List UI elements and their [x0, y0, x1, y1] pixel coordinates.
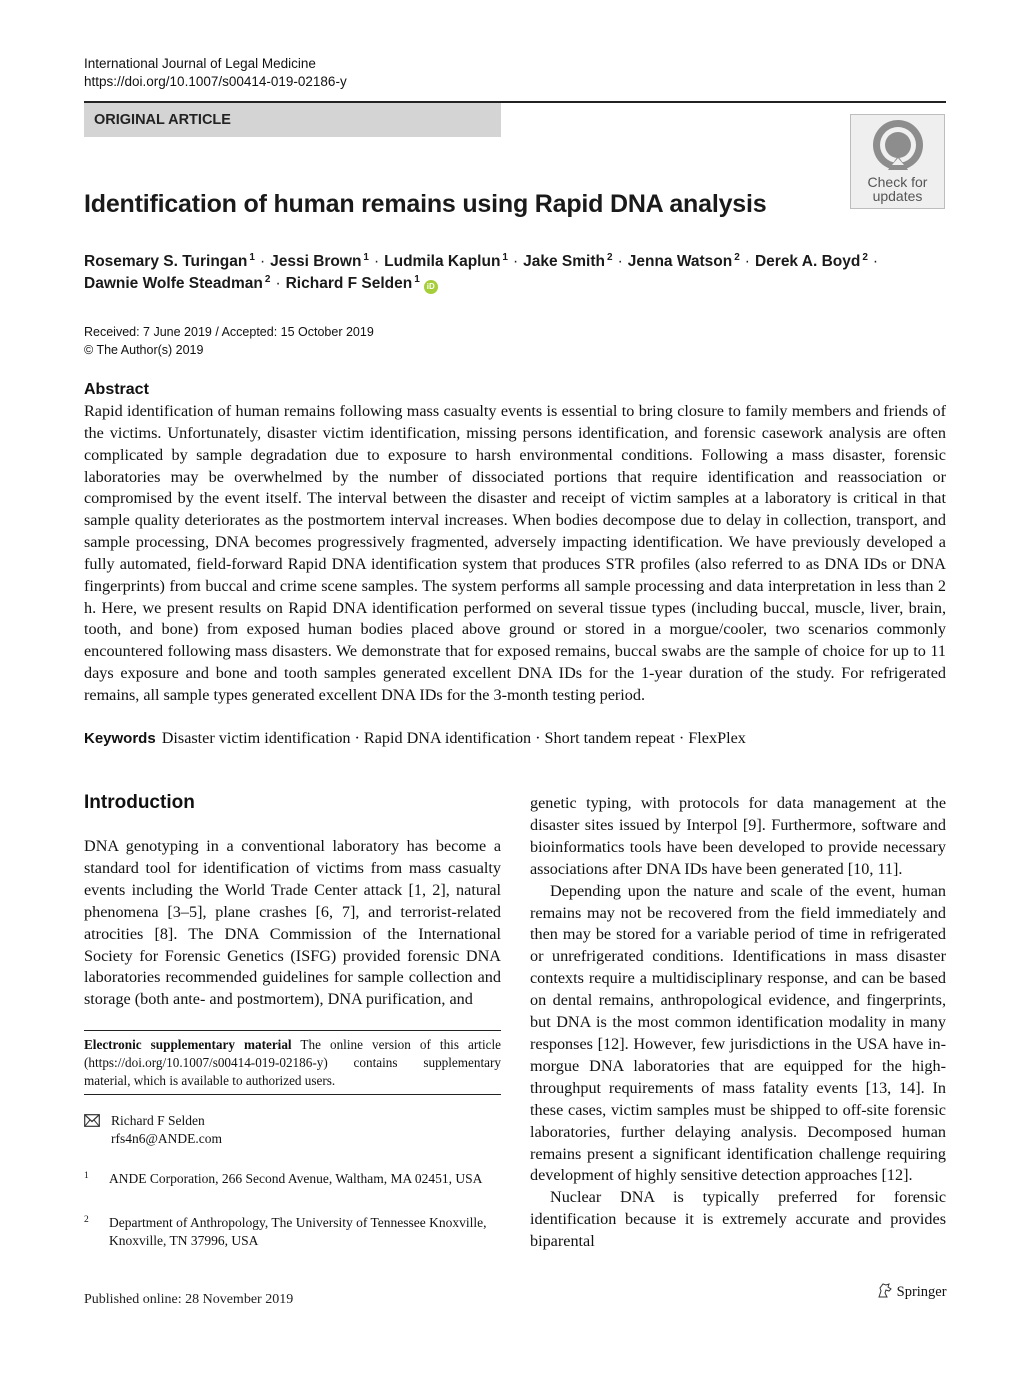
author[interactable]: Jenna Watson $^2$: [627, 252, 740, 270]
intro-paragraph: DNA genotyping in a conventional laboratory has become a standard tool for identification of victims from mass casualty events including the World Trade Center attack [1, 2], natural phenomena [3–5], plane crashes [6, 7], and terrorist-related atrocities [8]. The DNA Commission of the International Society for Forensic Genetics (ISFG) provided forensic DNA laboratories recommended guidelines for sample collection and storage (both ante- and postmortem), DNA purification, and: [84, 837, 501, 1009]
affiliation-number: 2: [84, 1215, 89, 1225]
author[interactable]: Jake Smith $^2$: [523, 252, 613, 270]
intro-paragraph: genetic typing, with protocols for data management at the disaster sites issued by Interpol [9]. Furthermore, software and bioinformatics tools have been developed to provide necessary associations after DNA IDs have been generated [10, 11].: [530, 794, 946, 878]
affiliation-number: 1: [84, 1171, 89, 1181]
author-list-line2: [84, 269, 438, 295]
esm-label: Electronic supplementary material: [84, 1037, 292, 1052]
author[interactable]: Rosemary S. Turingan $^1$: [84, 252, 255, 270]
author[interactable]: Richard F Selden $^1$: [285, 274, 420, 292]
keyword-separator: ·: [678, 729, 685, 747]
supplementary-material-note: [84, 1036, 501, 1090]
abstract-heading: Abstract: [84, 381, 149, 398]
corresponding-author-name: Richard F Selden: [111, 1113, 205, 1128]
left-column: [84, 836, 501, 1011]
copyright: © The Author(s) 2019: [84, 343, 204, 357]
orcid-icon[interactable]: iD: [424, 280, 438, 294]
corresponding-author-email[interactable]: rfs4n6@ANDE.com: [111, 1131, 223, 1146]
author-separator: ·: [259, 253, 266, 270]
author-separator: ·: [512, 253, 519, 270]
keywords: [84, 727, 954, 750]
author-separator: ·: [617, 253, 623, 270]
introduction-heading: Introduction: [84, 792, 195, 813]
check-updates-line2: updates: [872, 188, 923, 204]
doi-link[interactable]: https://doi.org/10.1007/s00414-019-02186-y: [84, 74, 347, 89]
author[interactable]: Derek A. Boyd $^2$: [754, 252, 868, 270]
received-accepted: Received: 7 June 2019 / Accepted: 15 October 2019: [84, 325, 374, 339]
publisher-logo: [877, 1283, 947, 1301]
published-online-date: Published online: 28 November 2019: [84, 1292, 294, 1307]
author[interactable]: Ludmila Kaplun $^1$: [384, 252, 508, 270]
keyword: Rapid DNA identification: [363, 729, 532, 747]
author-separator: ·: [744, 253, 750, 270]
esm-bottom-rule: [84, 1094, 501, 1095]
envelope-icon: [84, 1114, 100, 1127]
esm-text[interactable]: The online version of this article (https://doi.org/10.1007/s00414-019-02186-y) contains supplementary material, which is available to authorized users.: [84, 1037, 501, 1088]
keyword-separator: ·: [354, 729, 360, 747]
abstract-text: Rapid identification of human remains following mass casualty events is essential to bring closure to family members and friends of the victims. Unfortunately, disaster victim identification, missing persons identification, and forensic casework analysis are often complicated by sample degradation due to exposure to harsh environmental conditions. Following a mass disaster, forensic laboratories may be overwhelmed by the number of dissociated portions that require identification and reassociation or compromised by the event itself. The interval between the disaster and receipt of victim samples at a laboratory is critical in that sample quality deteriorates as the postmortem interval increases. When bodies decompose due to delay in collection, transport, and sample processing, DNA becomes progressively fragmented, adversely impacting identification. We have previously developed a fully automated, field-forward Rapid DNA identification system that produces STR profiles (also referred to as DNA IDs or DNA fingerprints) from buccal and crime scene samples. The system performs all sample processing and data interpretation in less than 2 h. Here, we present results on Rapid DNA identification performed on several tissue types (including buccal, muscle, liver, brain, tooth, and bone) from exposed human bodies placed above ground or stored in a morgue/cooler, two scenarios commonly encountered following mass disasters. We demonstrate that for exposed remains, buccal swabs are the sample of choice for up to 11 days exposure and bone and tooth samples generated excellent DNA IDs for the 1-year duration of the study. For refrigerated remains, all sample types generated excellent DNA IDs for the 3-month testing period.: [84, 402, 946, 704]
intro-paragraph: Nuclear DNA is typically preferred for forensic identification because it is extremely accurate and provides biparental: [530, 1188, 946, 1251]
article-title: Identification of human remains using Rapid DNA analysis: [84, 190, 767, 218]
check-updates-icon: [871, 118, 925, 172]
keyword-separator: ·: [535, 729, 541, 747]
keyword: FlexPlex: [688, 729, 746, 747]
article-type-banner: ORIGINAL ARTICLE: [84, 103, 501, 137]
author-separator: ·: [275, 275, 281, 292]
check-for-updates-badge[interactable]: [850, 114, 945, 209]
keyword: Disaster victim identification: [161, 729, 351, 747]
springer-horse-icon: [877, 1283, 893, 1298]
author[interactable]: Dawnie Wolfe Steadman $^2$: [84, 274, 271, 292]
check-updates-line1: Check for: [867, 174, 928, 190]
author-separator: ·: [872, 253, 879, 270]
affiliation-text: Department of Anthropology, The University of Tennessee Knoxville, Knoxville, TN 37996, USA: [109, 1215, 487, 1248]
keywords-label: Keywords: [84, 730, 156, 747]
article-dates: [84, 323, 374, 359]
publisher-name: Springer: [896, 1284, 947, 1300]
journal-header: [84, 55, 347, 91]
author-separator: ·: [373, 253, 380, 270]
keyword: Short tandem repeat: [544, 729, 675, 747]
right-column: [530, 793, 946, 1253]
esm-top-rule: [84, 1030, 501, 1031]
author[interactable]: Jessi Brown $^1$: [270, 252, 369, 270]
journal-name: International Journal of Legal Medicine: [84, 56, 316, 71]
affiliation-text: ANDE Corporation, 266 Second Avenue, Waltham, MA 02451, USA: [109, 1171, 483, 1186]
intro-paragraph: Depending upon the nature and scale of the event, human remains may not be recovered from the field immediately and then may be stored for a variable period of time in refrigerated or unrefrigerated conditions. Identifications in mass disaster contexts require a multidisciplinary response, and can be based on dental remains, anthropological evidence, and fingerprints, but DNA is the most common identification modality in many responses [12]. However, few jurisdictions in the USA have in-morgue DNA laboratories that are equipped for the high-throughput requirements of mass fatality events [13, 14]. In these cases, victim samples must be shipped to off-site forensic laboratories, further delaying analysis. Decomposed human remains present a significant identification challenge requiring development of highly sensitive detection approaches [12].: [530, 881, 946, 1185]
